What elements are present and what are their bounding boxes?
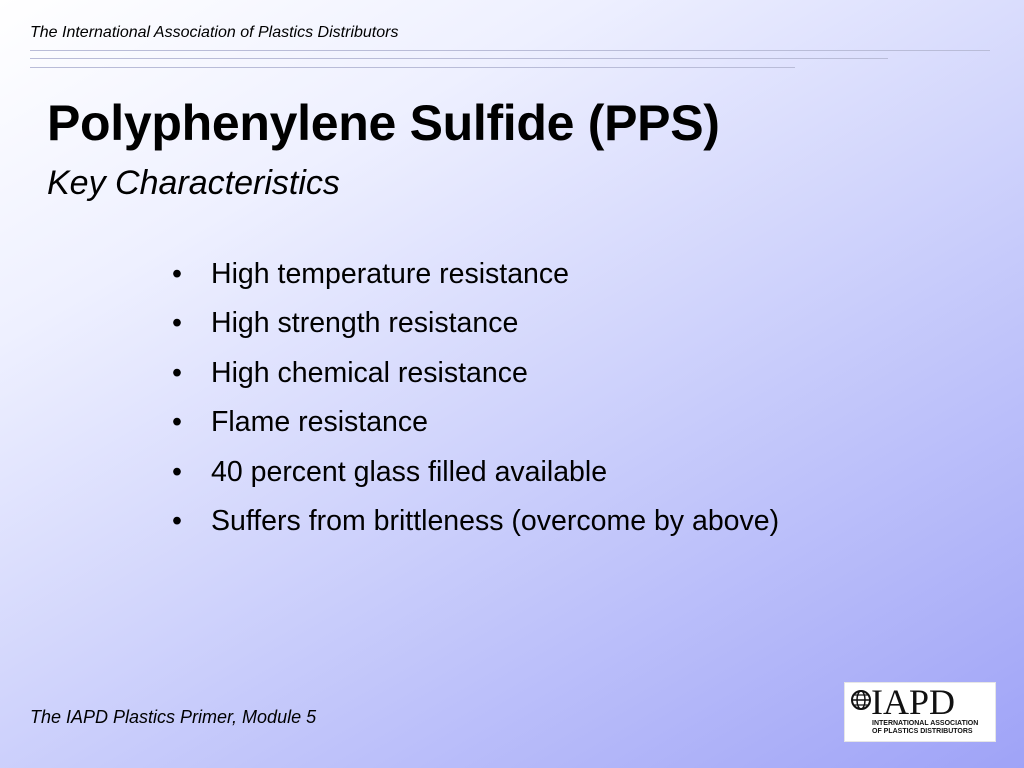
- footer-module-label: The IAPD Plastics Primer, Module 5: [30, 707, 317, 727]
- header-org-name: The International Association of Plastics Distributors: [30, 24, 399, 41]
- bullet-marker: •: [172, 356, 182, 389]
- bullet-text: Flame resistance: [211, 406, 428, 439]
- bullet-item: [168, 400, 779, 449]
- bullet-marker: •: [172, 406, 182, 439]
- bullet-marker: •: [172, 504, 182, 537]
- logo-wordmark: IAPD: [871, 682, 956, 722]
- bullet-text: High chemical resistance: [211, 356, 528, 389]
- bullet-item: [168, 252, 779, 301]
- bullet-text: 40 percent glass filled available: [211, 455, 608, 488]
- logo-subtitle: INTERNATIONAL ASSOCIATION OF PLASTICS DISTRIBUTORS: [872, 720, 979, 735]
- bullet-item: [168, 351, 779, 400]
- bullet-marker: •: [172, 307, 182, 340]
- bullet-text: High temperature resistance: [211, 258, 570, 290]
- slide-subtitle: Key Characteristics: [47, 164, 340, 202]
- header-divider-2: [30, 58, 888, 59]
- bullet-text: Suffers from brittleness (overcome by above): [211, 504, 780, 537]
- globe-icon: [851, 689, 871, 711]
- header-divider-3: [30, 67, 795, 68]
- bullet-marker: •: [172, 455, 182, 488]
- slide-title: Polyphenylene Sulfide (PPS): [47, 95, 720, 151]
- bullet-item: [168, 499, 779, 548]
- bullet-marker: •: [172, 258, 182, 290]
- bullet-text: High strength resistance: [211, 307, 519, 340]
- bullet-list: [168, 252, 779, 548]
- bullet-item: [168, 450, 779, 499]
- iapd-logo: [844, 682, 996, 742]
- header-divider-1: [30, 50, 990, 51]
- bullet-item: [168, 301, 779, 350]
